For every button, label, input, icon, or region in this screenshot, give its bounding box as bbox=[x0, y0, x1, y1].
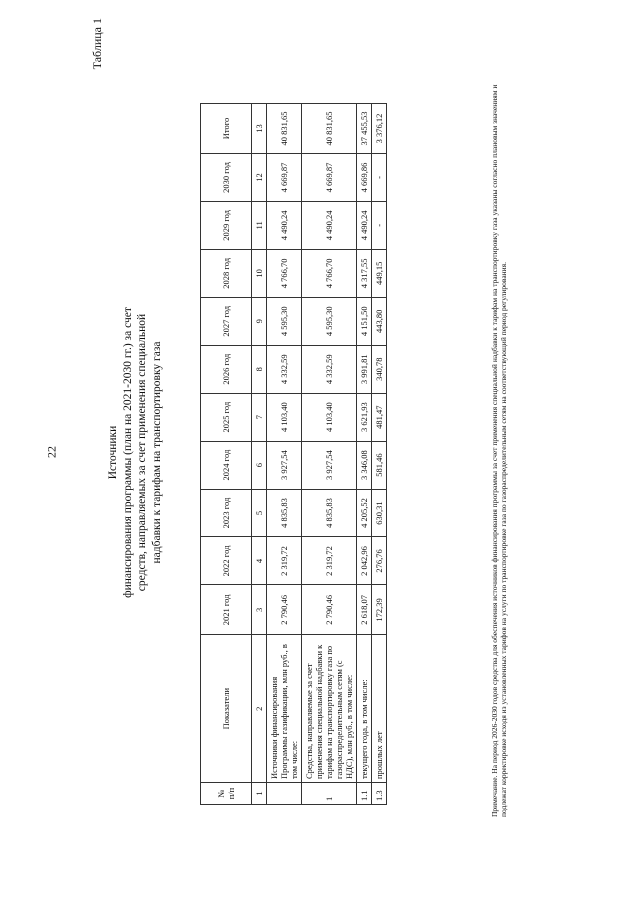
value-cell: 4 317,55 bbox=[357, 249, 372, 297]
value-cell: 2 618,07 bbox=[357, 585, 372, 635]
value-cell: 630,31 bbox=[372, 489, 387, 537]
total-cell: 40 831,65 bbox=[267, 104, 302, 154]
column-number-row bbox=[252, 104, 267, 805]
value-cell: 2 319,72 bbox=[302, 537, 357, 585]
header-cell: 2028 год bbox=[201, 249, 252, 297]
value-cell: 481,47 bbox=[372, 393, 387, 441]
header-cell: 2029 год bbox=[201, 201, 252, 249]
value-cell: 3 621,93 bbox=[357, 393, 372, 441]
value-cell: 340,78 bbox=[372, 345, 387, 393]
column-number-cell: 6 bbox=[252, 441, 267, 489]
value-cell: 4 490,24 bbox=[357, 201, 372, 249]
value-cell: 4 595,30 bbox=[302, 297, 357, 345]
value-cell: 4 332,59 bbox=[267, 345, 302, 393]
value-cell: 276,76 bbox=[372, 537, 387, 585]
header-cell: 2021 год bbox=[201, 585, 252, 635]
header-cell: 2023 год bbox=[201, 489, 252, 537]
total-cell: 40 831,65 bbox=[302, 104, 357, 154]
value-cell: 4 103,40 bbox=[302, 393, 357, 441]
value-cell: 172,39 bbox=[372, 585, 387, 635]
value-cell: 4 669,86 bbox=[357, 153, 372, 201]
table-note: Примечание. На период 2026-2030 годов средства для обеспечения источников финансирования программы за счет применения специальной надбавки к тарифам на транспортировку газа указаны согласно плановым значениям и подлежат корректировке исходя из установленных тарифов на услуги по транспортировке газа по газораспределительным сетям на соответствующий период регулирования. bbox=[490, 84, 508, 817]
column-number-cell: 2 bbox=[252, 635, 267, 783]
header-cell: № п/п bbox=[201, 783, 252, 805]
document-title bbox=[106, 0, 164, 905]
value-cell: 4 205,52 bbox=[357, 489, 372, 537]
header-cell: Итого bbox=[201, 104, 252, 154]
table-row bbox=[302, 104, 357, 805]
value-cell: 4 669,87 bbox=[302, 153, 357, 201]
total-cell: 37 455,53 bbox=[357, 104, 372, 154]
column-number-cell: 1 bbox=[252, 783, 267, 805]
value-cell: 4 766,70 bbox=[302, 249, 357, 297]
column-number-cell: 11 bbox=[252, 201, 267, 249]
value-cell: 4 332,59 bbox=[302, 345, 357, 393]
column-number-cell: 13 bbox=[252, 104, 267, 154]
table-row bbox=[267, 104, 302, 805]
indicator-cell: текущего года, в том числе: bbox=[357, 635, 372, 783]
financing-table bbox=[200, 103, 387, 805]
row-number-cell: 1.3 bbox=[372, 783, 387, 805]
row-number-cell: 1 bbox=[302, 783, 357, 805]
table-label: Таблица 1 bbox=[90, 18, 104, 70]
title-line: Источники bbox=[107, 425, 119, 480]
header-cell: 2022 год bbox=[201, 537, 252, 585]
value-cell: 3 346,08 bbox=[357, 441, 372, 489]
title-line: надбавки к тарифам на транспортировку газа bbox=[150, 341, 163, 564]
column-number-cell: 5 bbox=[252, 489, 267, 537]
column-number-cell: 9 bbox=[252, 297, 267, 345]
row-number-cell bbox=[267, 783, 302, 805]
value-cell: - bbox=[372, 201, 387, 249]
value-cell: - bbox=[372, 153, 387, 201]
value-cell: 4 490,24 bbox=[302, 201, 357, 249]
header-cell: 2024 год bbox=[201, 441, 252, 489]
header-cell: 2027 год bbox=[201, 297, 252, 345]
page-number: 22 bbox=[44, 446, 59, 458]
value-cell: 3 991,81 bbox=[357, 345, 372, 393]
column-number-cell: 10 bbox=[252, 249, 267, 297]
column-number-cell: 12 bbox=[252, 153, 267, 201]
indicator-cell: Источники финансирования Программы газификации, млн руб., в том числе: bbox=[267, 635, 302, 783]
header-cell: 2030 год bbox=[201, 153, 252, 201]
total-cell: 3 376,12 bbox=[372, 104, 387, 154]
column-number-cell: 7 bbox=[252, 393, 267, 441]
value-cell: 4 490,24 bbox=[267, 201, 302, 249]
value-cell: 4 103,40 bbox=[267, 393, 302, 441]
indicator-cell: Средства, направляемые за счет применения специальной надбавки к тарифам на транспортировку газа по газораспределительным сетям (с НДС), млн руб., в том числе: bbox=[302, 635, 357, 783]
title-line: финансирования программы (план на 2021-2030 гг.) за счет bbox=[121, 307, 134, 598]
value-cell: 4 835,83 bbox=[267, 489, 302, 537]
indicator-cell: прошлых лет bbox=[372, 635, 387, 783]
column-number-cell: 8 bbox=[252, 345, 267, 393]
header-cell: 2026 год bbox=[201, 345, 252, 393]
value-cell: 4 151,50 bbox=[357, 297, 372, 345]
value-cell: 4 595,30 bbox=[267, 297, 302, 345]
value-cell: 4 766,70 bbox=[267, 249, 302, 297]
value-cell: 2 319,72 bbox=[267, 537, 302, 585]
value-cell: 2 790,46 bbox=[267, 585, 302, 635]
value-cell: 3 927,54 bbox=[267, 441, 302, 489]
header-row bbox=[201, 104, 252, 805]
value-cell: 581,46 bbox=[372, 441, 387, 489]
value-cell: 2 042,96 bbox=[357, 537, 372, 585]
value-cell: 4 835,83 bbox=[302, 489, 357, 537]
value-cell: 4 669,87 bbox=[267, 153, 302, 201]
table-row bbox=[372, 104, 387, 805]
value-cell: 3 927,54 bbox=[302, 441, 357, 489]
column-number-cell: 4 bbox=[252, 537, 267, 585]
value-cell: 449,15 bbox=[372, 249, 387, 297]
column-number-cell: 3 bbox=[252, 585, 267, 635]
header-cell: Показатели bbox=[201, 635, 252, 783]
header-cell: 2025 год bbox=[201, 393, 252, 441]
row-number-cell: 1.1 bbox=[357, 783, 372, 805]
value-cell: 2 790,46 bbox=[302, 585, 357, 635]
title-line: средств, направляемых за счет применения специальной bbox=[136, 313, 148, 592]
value-cell: 443,80 bbox=[372, 297, 387, 345]
table-row bbox=[357, 104, 372, 805]
